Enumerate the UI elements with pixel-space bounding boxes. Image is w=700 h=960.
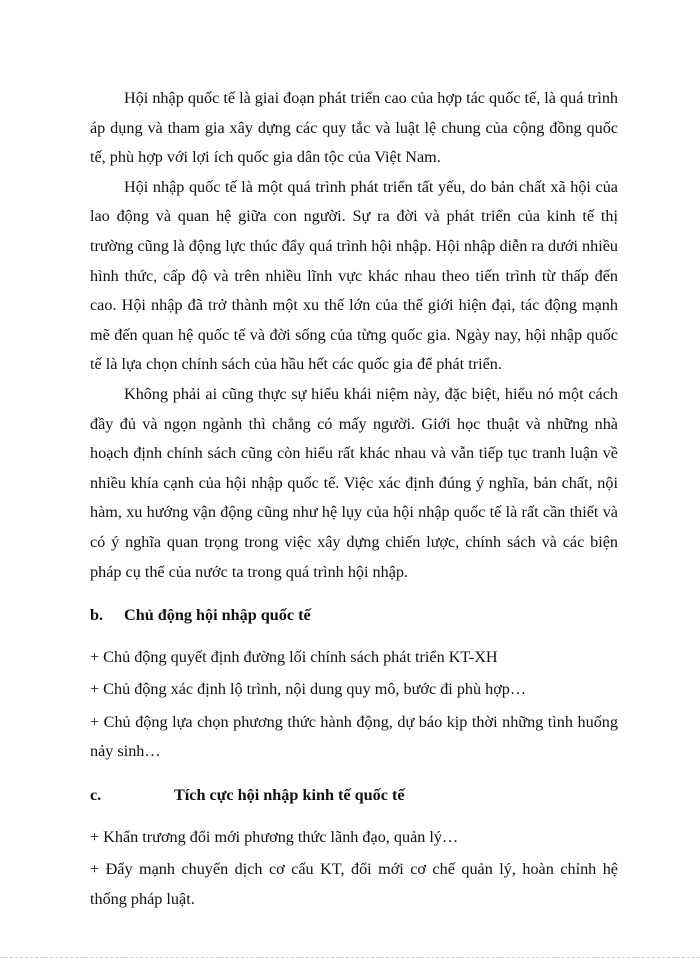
section-c-title: Tích cực hội nhập kinh tế quốc tế: [174, 786, 405, 805]
section-c-heading: [90, 781, 618, 811]
list-item: + Chủ động xác định lộ trình, nội dung quy mô, bước đi phù hợp…: [90, 680, 527, 699]
paragraph-2: Hội nhập quốc tế là một quá trình phát triển tất yếu, do bản chất xã hội của lao động và quan hệ giữa con người. Sự ra đời và phát triển của kinh tế thị trường cũng là động lực thúc đẩy quá trình hội nhập. Hội nhập diễn ra dưới nhiều hình thức, cấp độ và trên nhiều lĩnh vực khác nhau theo tiến trình từ thấp đến cao. Hội nhập đã trở thành một xu thế lớn của thế giới hiện đại, tác động mạnh mẽ đến quan hệ quốc tế và đời sống của từng quốc gia. Ngày nay, hội nhập quốc tế là lựa chọn chính sách của hầu hết các quốc gia để phát triển.: [90, 177, 618, 374]
page-bottom-divider: [0, 957, 700, 958]
paragraph-3: Không phải ai cũng thực sự hiểu khái niệm này, đặc biệt, hiểu nó một cách đầy đủ và ngọn ngành thì chẳng có mấy người. Giới học thuật và những nhà hoạch định chính sách cũng còn hiểu rất khác nhau và vẫn tiếp tục tranh luận về nhiều khía cạnh của hội nhập quốc tế. Việc xác định đúng ý nghĩa, bản chất, nội hàm, xu hướng vận động cũng như hệ lụy của hội nhập quốc tế là rất cần thiết và có ý nghĩa quan trọng trong việc xây dựng chiến lược, chính sách và các biện pháp cụ thể của nước ta trong quá trình hội nhập.: [90, 384, 618, 581]
section-b-number: b.: [90, 606, 104, 625]
section-c-number: c.: [90, 786, 102, 805]
list-item: + Đẩy mạnh chuyển dịch cơ cấu KT, đổi mới cơ chế quản lý, hoàn chỉnh hệ thống pháp luật.: [90, 860, 618, 908]
paragraph-1: Hội nhập quốc tế là giai đoạn phát triển cao của hợp tác quốc tế, là quá trình áp dụng và tham gia xây dựng các quy tắc và luật lệ chung của cộng đồng quốc tế, phù hợp với lợi ích quốc gia dân tộc của Việt Nam.: [90, 89, 619, 167]
section-b-heading: [90, 601, 618, 631]
list-item: + Khẩn trương đổi mới phương thức lãnh đạo, quản lý…: [90, 827, 459, 846]
section-b-list: [90, 643, 618, 767]
list-item: + Chủ động quyết định đường lối chính sách phát triển KT-XH: [90, 647, 498, 666]
section-c-list: [90, 823, 618, 915]
document-page: [90, 84, 618, 917]
section-b-title: Chủ động hội nhập quốc tế: [124, 606, 311, 625]
list-item: + Chủ động lựa chọn phương thức hành động, dự báo kịp thời những tình huống nảy sinh…: [90, 712, 618, 761]
